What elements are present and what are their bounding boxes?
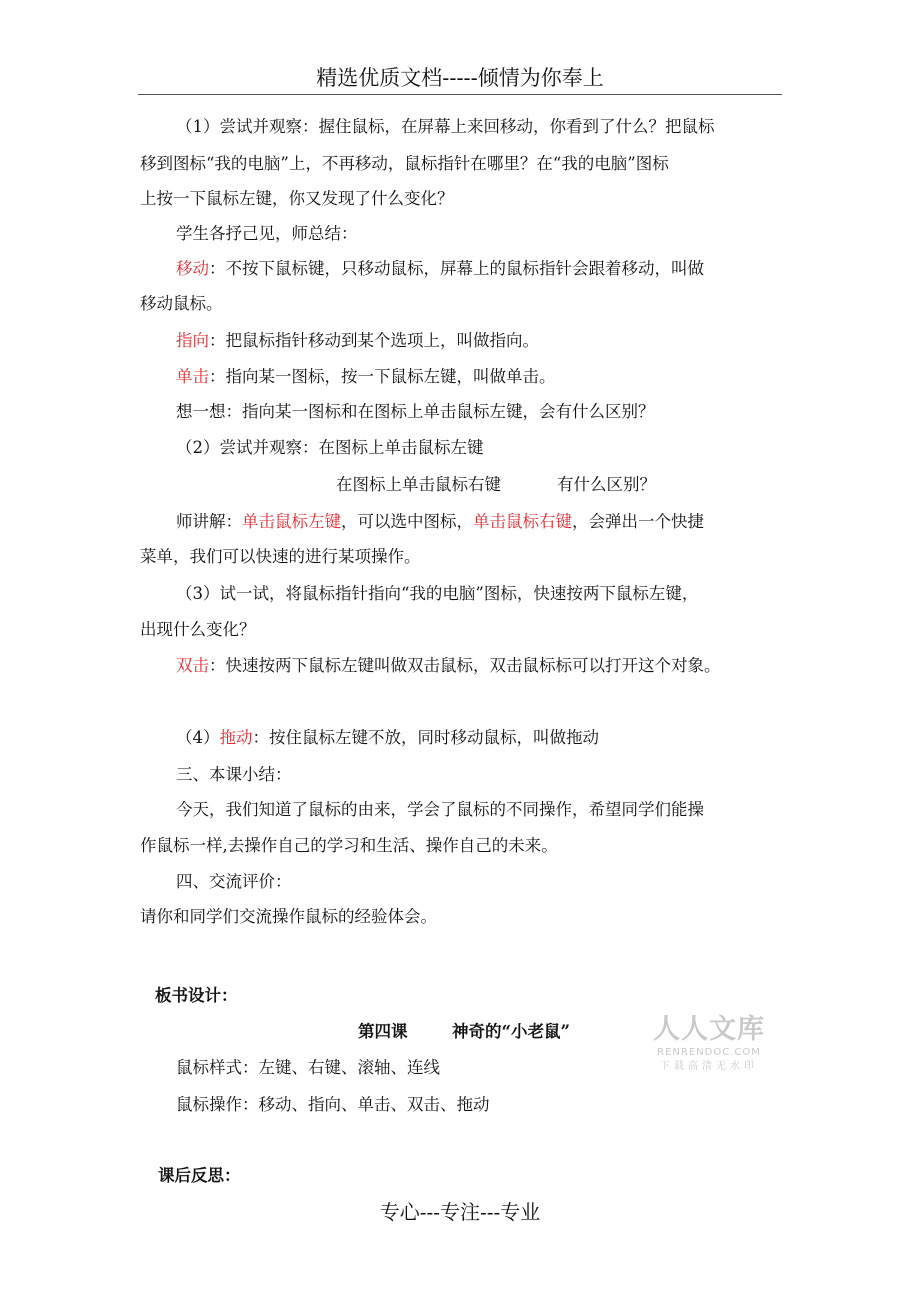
section-heading: 三、本课小结：	[176, 765, 292, 784]
term-move: 移动	[176, 259, 209, 278]
lesson-number: 第四课	[358, 1022, 408, 1041]
definition-double-click	[176, 655, 721, 677]
lesson-title: 神奇的“小老鼠”	[452, 1022, 570, 1041]
watermark-site: RENRENDOC.COM	[657, 1047, 761, 1058]
paragraph-line: 移动鼠标。	[140, 294, 223, 313]
board-design-heading: 板书设计：	[155, 986, 238, 1005]
term-click: 单击	[176, 367, 209, 386]
teacher-explanation	[176, 511, 704, 533]
watermark-tagline: 下载高清无水印	[660, 1061, 758, 1072]
definition-text: ：把鼠标指针移动到某个选项上，叫做指向。	[209, 331, 539, 350]
definition-point	[176, 330, 539, 352]
paragraph-line: 今天，我们知道了鼠标的由来，学会了鼠标的不同操作，希望同学们能操	[176, 800, 704, 819]
paragraph-line: 移到图标“我的电脑”上，不再移动，鼠标指针在哪里？在“我的电脑”图标	[140, 154, 669, 173]
paragraph-line: （2）尝试并观察：在图标上单击鼠标左键	[176, 438, 484, 457]
definition-move	[176, 258, 704, 280]
page-header: 精选优质文档-----倾情为你奉上	[316, 66, 604, 90]
explanation-text: ，可以选中图标，	[341, 512, 473, 531]
definition-text: ：快速按两下鼠标左键叫做双击鼠标，双击鼠标标可以打开这个对象。	[209, 656, 721, 675]
watermark-logo	[646, 1014, 772, 1074]
term-drag: 拖动	[219, 728, 253, 747]
header-divider	[138, 94, 782, 95]
page-footer: 专心---专注---专业	[379, 1200, 541, 1224]
explanation-text: ，会弹出一个快捷	[572, 512, 704, 531]
paragraph-line: 作鼠标一样,去操作自己的学习和生活、操作自己的未来。	[140, 836, 558, 855]
explanation-prefix: 师讲解：	[176, 512, 242, 531]
watermark-brand: 人人文库	[653, 1014, 765, 1045]
paragraph-line: 在图标上单击鼠标右键	[336, 475, 501, 494]
definition-text: ：指向某一图标，按一下鼠标左键，叫做单击。	[209, 367, 556, 386]
paragraph-line: 请你和同学们交流操作鼠标的经验体会。	[140, 907, 437, 926]
term-left-click: 单击鼠标左键	[242, 512, 341, 531]
reflection-heading: 课后反思：	[158, 1166, 241, 1185]
definition-text: ：不按下鼠标键，只移动鼠标，屏幕上的鼠标指针会跟着移动，叫做	[209, 259, 704, 278]
board-mouse-operations: 鼠标操作：移动、指向、单击、双击、拖动	[176, 1095, 490, 1114]
paragraph-line: （1）尝试并观察：握住鼠标，在屏幕上来回移动，你看到了什么？把鼠标	[176, 117, 715, 136]
paragraph-line: 菜单，我们可以快速的进行某项操作。	[140, 547, 421, 566]
paragraph-line: 有什么区别？	[557, 475, 656, 494]
paragraph-line: 学生各抒己见，师总结：	[176, 224, 358, 243]
board-mouse-styles: 鼠标样式：左键、右键、滚轴、连线	[176, 1058, 440, 1077]
definition-click	[176, 366, 556, 388]
term-right-click: 单击鼠标右键	[473, 512, 572, 531]
term-double-click: 双击	[176, 656, 209, 675]
paragraph-line: 上按一下鼠标左键，你又发现了什么变化？	[140, 189, 454, 208]
term-point: 指向	[176, 331, 209, 350]
definition-text: ：按住鼠标左键不放，同时移动鼠标，叫做拖动	[252, 728, 599, 747]
paragraph-line: （3）试一试，将鼠标指针指向“我的电脑”图标，快速按两下鼠标左键，	[176, 584, 699, 603]
paragraph-line: 想一想：指向某一图标和在图标上单击鼠标左键，会有什么区别？	[176, 402, 655, 421]
definition-drag	[176, 727, 599, 749]
item-number: （4）	[176, 728, 220, 747]
section-heading: 四、交流评价：	[176, 872, 292, 891]
paragraph-line: 出现什么变化？	[140, 620, 256, 639]
